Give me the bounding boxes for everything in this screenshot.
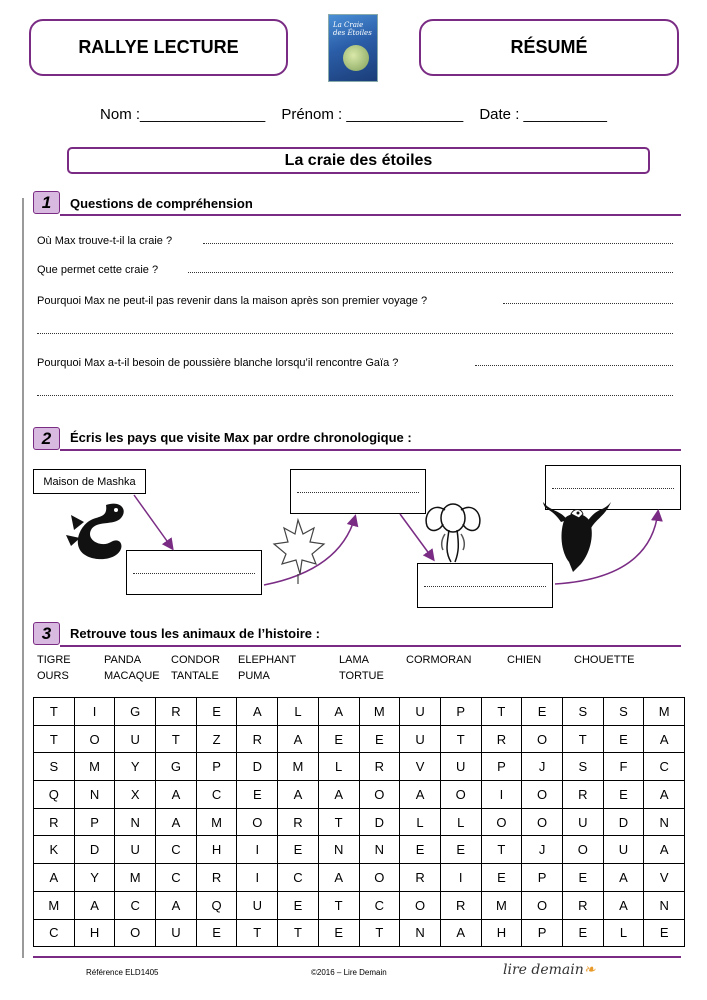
grid-cell[interactable]: M bbox=[278, 753, 319, 781]
route-diagram bbox=[0, 460, 707, 630]
section-3-title: Retrouve tous les animaux de l’histoire : bbox=[70, 626, 320, 641]
grid-cell[interactable]: R bbox=[440, 891, 481, 919]
grid-cell[interactable]: A bbox=[603, 864, 644, 892]
grid-cell[interactable]: T bbox=[359, 919, 400, 947]
grid-cell[interactable]: E bbox=[318, 919, 359, 947]
grid-cell[interactable]: T bbox=[481, 698, 522, 726]
grid-cell[interactable]: T bbox=[440, 725, 481, 753]
grid-row bbox=[34, 698, 685, 726]
grid-cell[interactable]: L bbox=[440, 808, 481, 836]
grid-cell[interactable]: D bbox=[74, 836, 115, 864]
grid-cell[interactable]: A bbox=[278, 781, 319, 809]
section-1-rule bbox=[60, 214, 681, 216]
grid-cell[interactable]: E bbox=[237, 781, 278, 809]
grid-cell[interactable]: R bbox=[278, 808, 319, 836]
grid-cell[interactable]: R bbox=[481, 725, 522, 753]
footer-copyright: ©2016 – Lire Demain bbox=[311, 968, 387, 977]
answer-line-2[interactable] bbox=[188, 272, 673, 273]
grid-cell[interactable]: H bbox=[481, 919, 522, 947]
grid-cell[interactable]: M bbox=[115, 864, 156, 892]
grid-cell[interactable]: V bbox=[400, 753, 441, 781]
grid-cell[interactable]: M bbox=[644, 698, 685, 726]
grid-cell[interactable]: U bbox=[603, 836, 644, 864]
animal-word-chien: CHIEN bbox=[507, 654, 542, 666]
prenom-field[interactable]: Prénom : ______________ bbox=[281, 106, 464, 123]
grid-cell[interactable]: Y bbox=[74, 864, 115, 892]
grid-cell[interactable]: A bbox=[74, 891, 115, 919]
start-location-label: Maison de Mashka bbox=[43, 475, 136, 488]
grid-cell[interactable]: R bbox=[562, 781, 603, 809]
grid-cell[interactable]: L bbox=[603, 919, 644, 947]
grid-cell[interactable]: O bbox=[522, 781, 563, 809]
grid-cell[interactable]: A bbox=[603, 891, 644, 919]
grid-cell[interactable]: T bbox=[278, 919, 319, 947]
section-2-rule bbox=[60, 449, 681, 451]
grid-cell[interactable]: A bbox=[34, 864, 75, 892]
grid-cell[interactable]: L bbox=[278, 698, 319, 726]
section-3-rule bbox=[60, 645, 681, 647]
animal-word-lama: LAMA bbox=[339, 654, 369, 666]
book-cover-moon-icon bbox=[343, 45, 369, 71]
logo-leaf-icon: ❧ bbox=[583, 962, 596, 978]
grid-cell[interactable]: T bbox=[156, 725, 197, 753]
animal-word-tantale: TANTALE bbox=[171, 670, 219, 682]
grid-cell[interactable]: P bbox=[440, 698, 481, 726]
route-arrow-1 bbox=[134, 495, 172, 548]
grid-cell[interactable]: J bbox=[522, 753, 563, 781]
grid-row bbox=[34, 753, 685, 781]
dragon-icon bbox=[66, 504, 124, 559]
grid-cell[interactable]: I bbox=[440, 864, 481, 892]
grid-cell[interactable]: E bbox=[562, 864, 603, 892]
grid-cell[interactable]: L bbox=[318, 753, 359, 781]
section-2-title: Écris les pays que visite Max par ordre chronologique : bbox=[70, 430, 412, 445]
grid-cell[interactable]: O bbox=[522, 808, 563, 836]
date-field[interactable]: Date : __________ bbox=[479, 106, 607, 123]
grid-cell[interactable]: M bbox=[74, 753, 115, 781]
grid-cell[interactable]: G bbox=[156, 753, 197, 781]
grid-cell[interactable]: N bbox=[644, 808, 685, 836]
rallye-lecture-label: RALLYE LECTURE bbox=[78, 37, 239, 57]
grid-cell[interactable]: A bbox=[156, 891, 197, 919]
animal-word-ours: OURS bbox=[37, 670, 69, 682]
grid-cell[interactable]: U bbox=[400, 698, 441, 726]
grid-cell[interactable]: U bbox=[440, 753, 481, 781]
grid-cell[interactable]: O bbox=[359, 864, 400, 892]
grid-cell[interactable]: N bbox=[359, 836, 400, 864]
section-3-number: 3 bbox=[33, 622, 60, 645]
grid-cell[interactable]: C bbox=[644, 753, 685, 781]
grid-cell[interactable]: O bbox=[74, 725, 115, 753]
grid-cell[interactable]: X bbox=[115, 781, 156, 809]
grid-cell[interactable]: S bbox=[562, 698, 603, 726]
answer-line-1[interactable] bbox=[203, 243, 673, 244]
word-search-grid bbox=[33, 697, 685, 947]
grid-cell[interactable]: E bbox=[603, 725, 644, 753]
grid-cell[interactable]: N bbox=[400, 919, 441, 947]
grid-cell[interactable]: P bbox=[522, 919, 563, 947]
grid-row bbox=[34, 725, 685, 753]
grid-cell[interactable]: A bbox=[318, 781, 359, 809]
animal-word-condor: CONDOR bbox=[171, 654, 220, 666]
grid-cell[interactable]: R bbox=[34, 808, 75, 836]
grid-cell[interactable]: D bbox=[237, 753, 278, 781]
section-1-title: Questions de compréhension bbox=[70, 196, 253, 211]
grid-cell[interactable]: E bbox=[278, 836, 319, 864]
grid-cell[interactable]: I bbox=[237, 864, 278, 892]
answer-line-4b[interactable] bbox=[37, 395, 673, 396]
grid-cell[interactable]: A bbox=[440, 919, 481, 947]
grid-cell[interactable]: O bbox=[522, 725, 563, 753]
grid-cell[interactable]: M bbox=[196, 808, 237, 836]
grid-cell[interactable]: R bbox=[400, 864, 441, 892]
grid-cell[interactable]: I bbox=[74, 698, 115, 726]
book-cover-image bbox=[328, 14, 378, 82]
grid-cell[interactable]: E bbox=[603, 781, 644, 809]
grid-cell[interactable]: T bbox=[318, 808, 359, 836]
answer-line-4a[interactable] bbox=[475, 365, 673, 366]
grid-cell[interactable]: U bbox=[237, 891, 278, 919]
footer-reference: Référence ELD1405 bbox=[86, 968, 159, 977]
grid-cell[interactable]: O bbox=[237, 808, 278, 836]
grid-cell[interactable]: M bbox=[359, 698, 400, 726]
grid-cell[interactable]: U bbox=[115, 836, 156, 864]
grid-row bbox=[34, 836, 685, 864]
grid-cell[interactable]: T bbox=[318, 891, 359, 919]
grid-cell[interactable]: C bbox=[196, 781, 237, 809]
animal-word-tortue: TORTUE bbox=[339, 670, 384, 682]
lire-demain-logo bbox=[503, 962, 595, 978]
grid-cell[interactable]: A bbox=[278, 725, 319, 753]
grid-cell[interactable]: D bbox=[359, 808, 400, 836]
grid-row bbox=[34, 808, 685, 836]
grid-cell[interactable]: G bbox=[115, 698, 156, 726]
grid-cell[interactable]: A bbox=[156, 781, 197, 809]
lire-demain-logo-text: lire demain bbox=[503, 962, 584, 978]
grid-cell[interactable]: E bbox=[278, 891, 319, 919]
grid-cell[interactable]: E bbox=[196, 919, 237, 947]
grid-cell[interactable]: A bbox=[644, 836, 685, 864]
grid-cell[interactable]: C bbox=[34, 919, 75, 947]
grid-cell[interactable]: N bbox=[115, 808, 156, 836]
question-4: Pourquoi Max a-t-il besoin de poussière blanche lorsqu’il rencontre Gaïa ? bbox=[37, 357, 399, 369]
grid-cell[interactable]: E bbox=[400, 836, 441, 864]
elephant-icon bbox=[426, 504, 480, 562]
grid-cell[interactable]: V bbox=[644, 864, 685, 892]
route-arrow-2 bbox=[264, 517, 355, 585]
animal-word-tigre: TIGRE bbox=[37, 654, 71, 666]
animal-word-panda: PANDA bbox=[104, 654, 142, 666]
question-3: Pourquoi Max ne peut-il pas revenir dans la maison après son premier voyage ? bbox=[37, 295, 428, 307]
animal-word-cormoran: CORMORAN bbox=[406, 654, 472, 666]
grid-row bbox=[34, 781, 685, 809]
grid-cell[interactable]: S bbox=[603, 698, 644, 726]
resume-header bbox=[419, 19, 679, 76]
grid-cell[interactable]: F bbox=[603, 753, 644, 781]
grid-cell[interactable]: Y bbox=[115, 753, 156, 781]
grid-cell[interactable]: S bbox=[562, 753, 603, 781]
grid-cell[interactable]: A bbox=[318, 698, 359, 726]
resume-label: RÉSUMÉ bbox=[510, 37, 588, 57]
grid-cell[interactable]: O bbox=[359, 781, 400, 809]
route-arrow-3 bbox=[400, 514, 433, 559]
grid-cell[interactable]: U bbox=[400, 725, 441, 753]
grid-cell[interactable]: R bbox=[156, 698, 197, 726]
grid-cell[interactable]: R bbox=[237, 725, 278, 753]
grid-cell[interactable]: P bbox=[196, 753, 237, 781]
grid-cell[interactable]: L bbox=[400, 808, 441, 836]
grid-cell[interactable]: O bbox=[481, 808, 522, 836]
grid-cell[interactable]: P bbox=[481, 753, 522, 781]
grid-row bbox=[34, 864, 685, 892]
grid-cell[interactable]: T bbox=[34, 725, 75, 753]
grid-cell[interactable]: A bbox=[156, 808, 197, 836]
section-2-number: 2 bbox=[33, 427, 60, 450]
grid-cell[interactable]: J bbox=[522, 836, 563, 864]
grid-cell[interactable]: R bbox=[562, 891, 603, 919]
grid-cell[interactable]: E bbox=[481, 864, 522, 892]
grid-cell[interactable]: H bbox=[196, 836, 237, 864]
question-2: Que permet cette craie ? bbox=[37, 264, 159, 276]
grid-cell[interactable]: O bbox=[115, 919, 156, 947]
grid-cell[interactable]: Q bbox=[34, 781, 75, 809]
grid-cell[interactable]: P bbox=[522, 864, 563, 892]
grid-cell[interactable]: U bbox=[562, 808, 603, 836]
grid-cell[interactable]: T bbox=[562, 725, 603, 753]
grid-cell[interactable]: U bbox=[156, 919, 197, 947]
grid-cell[interactable]: E bbox=[359, 725, 400, 753]
grid-cell[interactable]: P bbox=[74, 808, 115, 836]
grid-cell[interactable]: C bbox=[156, 836, 197, 864]
grid-cell[interactable]: M bbox=[481, 891, 522, 919]
rallye-lecture-header bbox=[29, 19, 288, 76]
grid-cell[interactable]: K bbox=[34, 836, 75, 864]
animal-word-chouette: CHOUETTE bbox=[574, 654, 635, 666]
animal-word-elephant: ELEPHANT bbox=[238, 654, 297, 666]
grid-cell[interactable]: I bbox=[237, 836, 278, 864]
grid-cell[interactable]: A bbox=[644, 725, 685, 753]
grid-cell[interactable]: Z bbox=[196, 725, 237, 753]
grid-cell[interactable]: N bbox=[318, 836, 359, 864]
book-title-box bbox=[67, 147, 650, 174]
grid-cell[interactable]: R bbox=[359, 753, 400, 781]
question-1: Où Max trouve-t-il la craie ? bbox=[37, 235, 173, 247]
grid-cell[interactable]: E bbox=[562, 919, 603, 947]
grid-row bbox=[34, 919, 685, 947]
grid-cell[interactable]: N bbox=[74, 781, 115, 809]
grid-cell[interactable]: R bbox=[196, 864, 237, 892]
grid-cell[interactable]: O bbox=[400, 891, 441, 919]
animal-word-macaque: MACAQUE bbox=[104, 670, 160, 682]
grid-cell[interactable]: E bbox=[196, 698, 237, 726]
book-cover-title: La Craie des Étoiles bbox=[333, 21, 372, 37]
grid-cell[interactable]: T bbox=[481, 836, 522, 864]
grid-cell[interactable]: N bbox=[644, 891, 685, 919]
identity-line bbox=[0, 106, 707, 123]
footer-rule bbox=[33, 956, 681, 958]
grid-cell[interactable]: U bbox=[115, 725, 156, 753]
grid-cell[interactable]: A bbox=[318, 864, 359, 892]
grid-cell[interactable]: T bbox=[237, 919, 278, 947]
grid-cell[interactable]: H bbox=[74, 919, 115, 947]
grid-cell[interactable]: C bbox=[278, 864, 319, 892]
nom-field[interactable]: Nom :_______________ bbox=[100, 106, 266, 123]
grid-cell[interactable]: S bbox=[34, 753, 75, 781]
grid-cell[interactable]: O bbox=[522, 891, 563, 919]
section-1-number: 1 bbox=[33, 191, 60, 214]
grid-cell[interactable]: C bbox=[359, 891, 400, 919]
grid-cell[interactable]: A bbox=[400, 781, 441, 809]
grid-cell[interactable]: D bbox=[603, 808, 644, 836]
grid-cell[interactable]: E bbox=[440, 836, 481, 864]
grid-cell[interactable]: C bbox=[156, 864, 197, 892]
grid-cell[interactable]: A bbox=[644, 781, 685, 809]
grid-cell[interactable]: O bbox=[562, 836, 603, 864]
grid-row bbox=[34, 891, 685, 919]
grid-cell[interactable]: I bbox=[481, 781, 522, 809]
grid-cell[interactable]: T bbox=[34, 698, 75, 726]
answer-line-3b[interactable] bbox=[37, 333, 673, 334]
grid-cell[interactable]: A bbox=[237, 698, 278, 726]
eagle-icon bbox=[543, 502, 611, 572]
grid-cell[interactable]: C bbox=[115, 891, 156, 919]
grid-cell[interactable]: E bbox=[318, 725, 359, 753]
answer-line-3a[interactable] bbox=[503, 303, 673, 304]
grid-cell[interactable]: M bbox=[34, 891, 75, 919]
grid-cell[interactable]: O bbox=[440, 781, 481, 809]
grid-cell[interactable]: Q bbox=[196, 891, 237, 919]
grid-cell[interactable]: E bbox=[644, 919, 685, 947]
grid-cell[interactable]: E bbox=[522, 698, 563, 726]
animal-word-puma: PUMA bbox=[238, 670, 270, 682]
book-title: La craie des étoiles bbox=[284, 151, 433, 169]
